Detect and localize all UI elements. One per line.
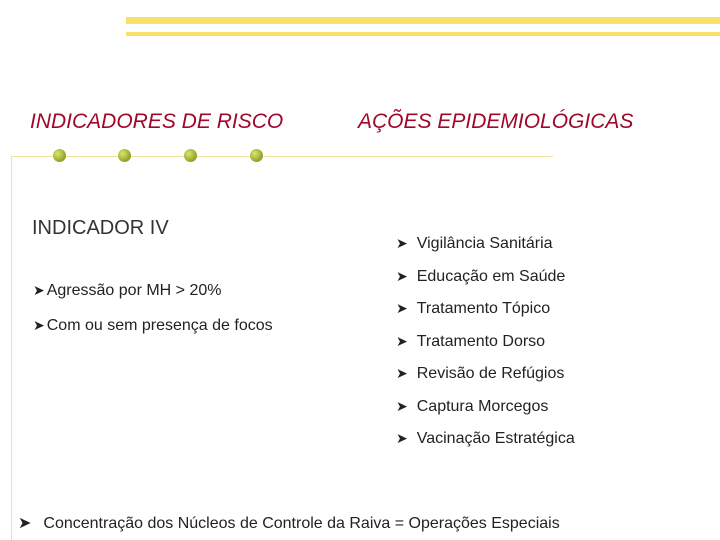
list-item: ➤ Revisão de Refúgios [396,365,565,382]
list-item: ➤ Vigilância Sanitária [396,235,553,252]
arrow-right-icon: ➤ [396,430,408,446]
list-item: ➤ Educação em Saúde [396,268,566,285]
list-item: ➤ Com ou sem presença de focos [33,317,273,334]
footer-statement: ➤ Concentração dos Núcleos de Controle da Raiva = Operações Especiais [18,515,560,532]
decorative-top-bar [126,17,720,24]
arrow-right-icon: ➤ [396,235,408,251]
arrow-right-icon: ➤ [18,515,32,532]
header-acoes: AÇÕES EPIDEMIOLÓGICAS [358,110,634,133]
list-item: ➤ Vacinação Estratégica [396,430,575,447]
bullet-dot-icon [118,149,131,162]
bullet-dot-icon [250,149,263,162]
divider-horizontal [11,156,553,157]
arrow-right-icon: ➤ [396,333,408,349]
divider-vertical [11,156,12,540]
list-item: ➤ Tratamento Dorso [396,333,546,350]
arrow-right-icon: ➤ [396,268,408,284]
arrow-right-icon: ➤ [396,398,408,414]
arrow-right-icon: ➤ [33,317,45,333]
bullet-dot-icon [53,149,66,162]
bullet-dot-icon [184,149,197,162]
arrow-right-icon: ➤ [396,365,408,381]
arrow-right-icon: ➤ [33,282,45,298]
arrow-right-icon: ➤ [396,300,408,316]
list-item: ➤ Captura Morcegos [396,398,549,415]
decorative-top-bar-thin [126,32,720,36]
list-item: ➤ Agressão por MH > 20% [33,282,222,299]
header-indicadores: INDICADORES DE RISCO [30,110,284,133]
list-item: ➤ Tratamento Tópico [396,300,551,317]
indicator-title: INDICADOR IV [32,217,169,239]
